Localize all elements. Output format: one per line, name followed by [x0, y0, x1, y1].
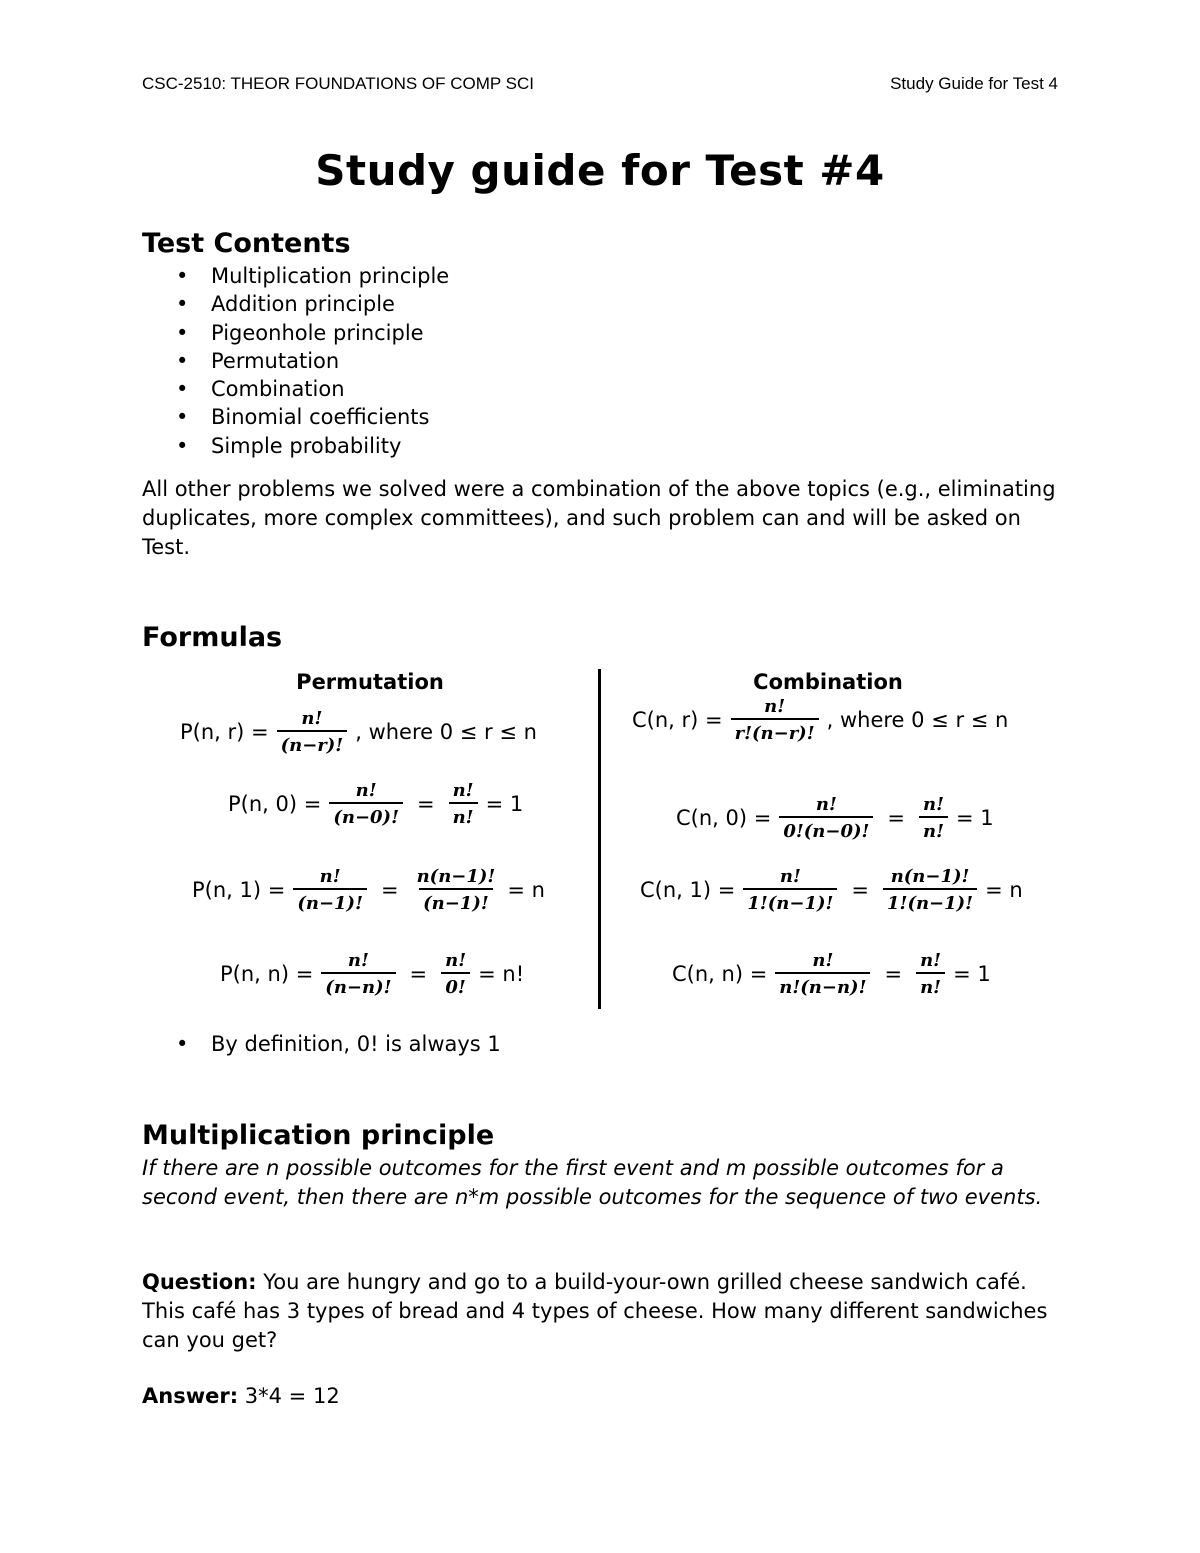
column-divider: [598, 669, 601, 1009]
list-item: • By definition, 0! is always 1: [142, 1030, 501, 1058]
formula-lhs: P(n, r) =: [180, 720, 269, 744]
list-item: • Pigeonhole principle: [142, 319, 449, 347]
fraction: [329, 780, 403, 828]
guide-title: Study Guide for Test 4: [890, 74, 1058, 93]
formula-p-n-r: [180, 708, 537, 756]
numerator: n!: [920, 950, 942, 971]
denominator: r!(n−r)!: [731, 718, 819, 744]
answer-paragraph: [142, 1382, 1062, 1411]
formula-lhs: C(n, n) =: [672, 962, 768, 986]
fraction: [321, 950, 395, 998]
formula-condition: , where 0 ≤ r ≤ n: [826, 708, 1009, 732]
formula-result: = 1: [485, 792, 524, 816]
formula-result: = 1: [956, 806, 994, 830]
formula-lhs: C(n, 0) =: [676, 806, 772, 830]
formula-c-n-0: [676, 794, 994, 842]
fraction: [743, 866, 837, 914]
numerator: n!: [779, 866, 801, 887]
formula-c-n-n: [672, 950, 991, 998]
denominator: (n−1)!: [419, 888, 493, 914]
fraction: [277, 708, 348, 756]
formula-lhs: P(n, 1) =: [192, 878, 286, 902]
numerator: n(n−1)!: [890, 866, 970, 887]
formula-lhs: C(n, 1) =: [640, 878, 736, 902]
question-text: You are hungry and go to a build-your-own grilled cheese sandwich café. This café has 3 types of bread and 4 types of cheese. How many different sandwiches can you get?: [142, 1270, 1048, 1352]
equals-sign: =: [884, 962, 903, 986]
formula-result: = n: [507, 878, 545, 902]
formula-result: = n!: [478, 962, 525, 986]
equals-sign: =: [409, 962, 428, 986]
numerator: n!: [452, 780, 474, 801]
denominator: (n−0)!: [329, 802, 403, 828]
list-item: • Permutation: [142, 347, 449, 375]
formula-p-n-n: [220, 950, 524, 998]
combination-title: Combination: [753, 670, 903, 694]
contents-note: All other problems we solved were a combination of the above topics (e.g., eliminating duplicates, more complex committees), and such problem can and will be asked on Test.: [142, 477, 1056, 559]
fraction: [449, 780, 478, 828]
list-item: • Addition principle: [142, 290, 449, 318]
answer-label: Answer:: [142, 1384, 239, 1408]
fraction: [441, 950, 470, 998]
test-contents-heading: Test Contents: [142, 228, 351, 259]
multiplication-heading: Multiplication principle: [142, 1120, 495, 1151]
formula-lhs: P(n, 0) =: [228, 792, 322, 816]
numerator: n!: [815, 794, 837, 815]
denominator: (n−n)!: [321, 972, 395, 998]
denominator: n!: [449, 802, 478, 828]
equals-sign: =: [380, 878, 399, 902]
formula-result: = n: [985, 878, 1023, 902]
denominator: n!(n−n)!: [775, 972, 870, 998]
numerator: n!: [764, 696, 786, 717]
numerator: n(n−1)!: [416, 866, 496, 887]
formula-p-n-0: [228, 780, 523, 828]
formulas-heading: Formulas: [142, 622, 283, 653]
formula-lhs: C(n, r) =: [632, 708, 723, 732]
denominator: n!: [916, 972, 945, 998]
multiplication-statement: If there are n possible outcomes for the first event and m possible outcomes for a second event, then there are n*m possible outcomes for the sequence of two events.: [142, 1156, 1043, 1209]
numerator: n!: [355, 780, 377, 801]
document-title: Study guide for Test #4: [315, 146, 885, 195]
denominator: 0!: [441, 972, 469, 998]
denominator: 1!(n−1)!: [743, 888, 837, 914]
formula-c-n-1: [640, 866, 1023, 914]
fraction: [916, 950, 945, 998]
denominator: (n−r)!: [277, 730, 348, 756]
formula-condition: , where 0 ≤ r ≤ n: [355, 720, 537, 744]
numerator: n!: [812, 950, 834, 971]
list-item: • Combination: [142, 375, 449, 403]
fraction: [413, 866, 500, 914]
question-paragraph: [142, 1268, 1062, 1355]
list-item: • Binomial coefficients: [142, 403, 449, 431]
equals-sign: =: [851, 878, 870, 902]
permutation-title: Permutation: [296, 670, 444, 694]
course-title: CSC-2510: THEOR FOUNDATIONS OF COMP SCI: [142, 74, 535, 93]
list-item: • Multiplication principle: [142, 262, 449, 290]
formula-c-n-r: [632, 696, 1008, 744]
fraction: [919, 794, 948, 842]
equals-sign: =: [887, 806, 906, 830]
answer-text: 3*4 = 12: [238, 1384, 340, 1408]
denominator: (n−1)!: [293, 888, 367, 914]
definition-list: [142, 1030, 501, 1058]
fraction: [779, 794, 873, 842]
fraction: [293, 866, 367, 914]
page-header: [142, 74, 1058, 98]
equals-sign: =: [416, 792, 435, 816]
numerator: n!: [923, 794, 945, 815]
formula-lhs: P(n, n) =: [220, 962, 314, 986]
fraction: [775, 950, 870, 998]
formula-result: = 1: [953, 962, 991, 986]
question-label: Question:: [142, 1270, 257, 1294]
fraction: [731, 696, 819, 744]
numerator: n!: [347, 950, 369, 971]
numerator: n!: [301, 708, 323, 729]
fraction: [883, 866, 977, 914]
denominator: n!: [919, 816, 948, 842]
list-item: • Simple probability: [142, 432, 449, 460]
numerator: n!: [319, 866, 341, 887]
formula-p-n-1: [192, 866, 545, 914]
test-contents-list: [142, 262, 449, 460]
denominator: 1!(n−1)!: [883, 888, 977, 914]
denominator: 0!(n−0)!: [779, 816, 873, 842]
numerator: n!: [445, 950, 467, 971]
